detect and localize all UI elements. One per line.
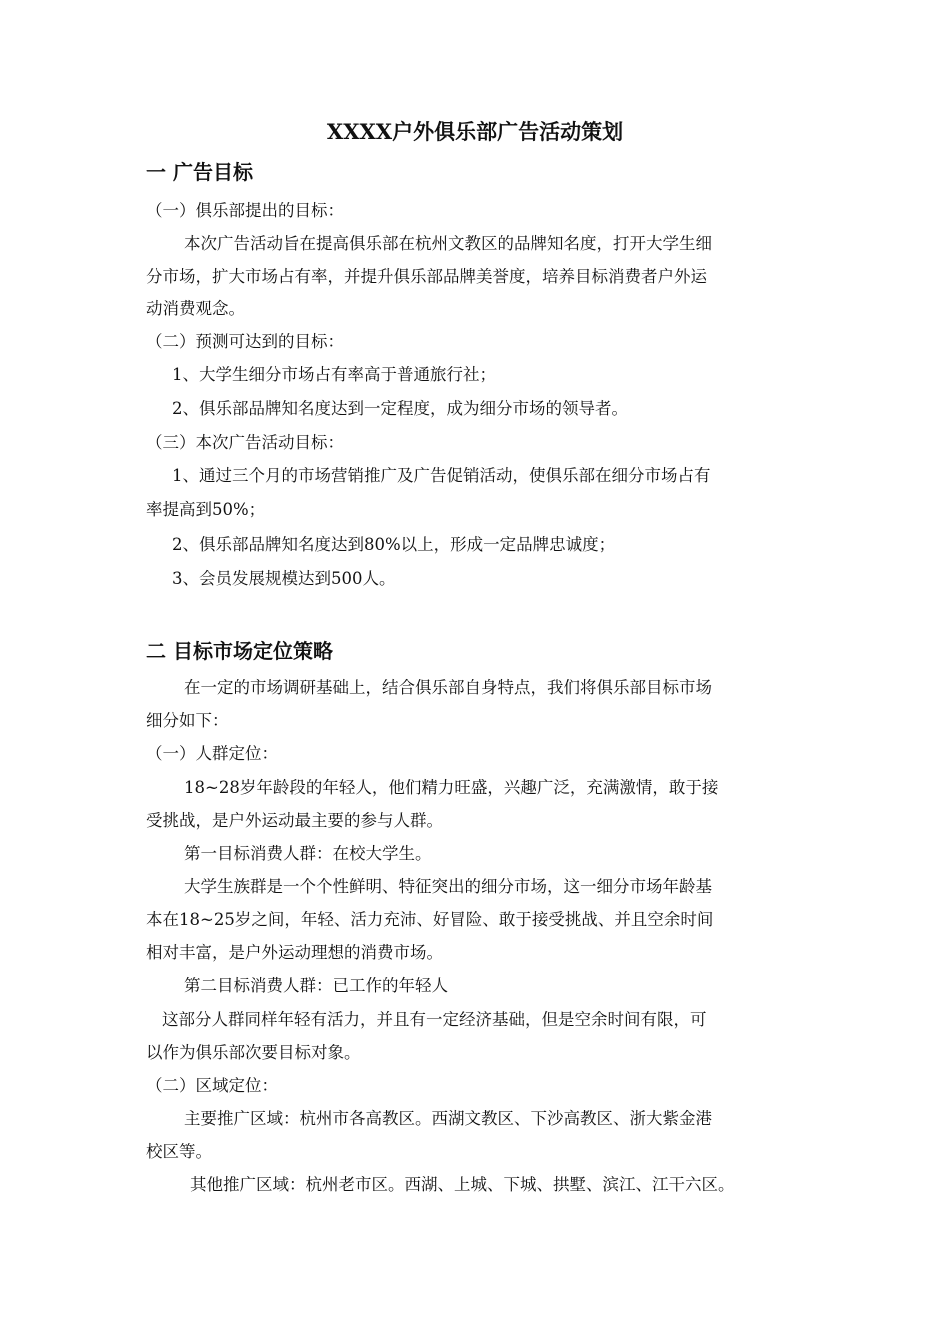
document-title: XXXX户外俱乐部广告活动策划 [326, 119, 624, 144]
paragraph-line: 18~28岁年龄段的年轻人，他们精力旺盛，兴趣广泛，充满激情，敢于接 [184, 778, 719, 797]
paragraph-line: （二）预测可达到的目标： [146, 332, 344, 351]
paragraph-line: 相对丰富，是户外运动理想的消费市场。 [146, 943, 443, 962]
paragraph-line: 本次广告活动旨在提高俱乐部在杭州文教区的品牌知名度，打开大学生细 [184, 234, 712, 253]
paragraph-line: 本在18~25岁之间，年轻、活力充沛、好冒险、敢于接受挑战、并且空余时间 [146, 910, 714, 929]
paragraph-line: 率提高到50%； [146, 500, 266, 519]
paragraph-line: 分市场，扩大市场占有率，并提升俱乐部品牌美誉度，培养目标消费者户外运 [146, 267, 707, 286]
paragraph-line: 动消费观念。 [146, 299, 245, 318]
paragraph-line: 受挑战，是户外运动最主要的参与人群。 [146, 811, 443, 830]
section-heading-ad-goals: 一 广告目标 [146, 160, 253, 184]
paragraph-line: 以作为俱乐部次要目标对象。 [146, 1043, 361, 1062]
paragraph-line: （三）本次广告活动目标： [146, 433, 344, 452]
paragraph-line: 1、大学生细分市场占有率高于普通旅行社； [172, 365, 496, 384]
paragraph-line: 3、会员发展规模达到500人。 [172, 569, 396, 588]
paragraph-line: （二）区域定位： [146, 1076, 278, 1095]
paragraph-line: 校区等。 [146, 1142, 212, 1161]
paragraph-line: 其他推广区域：杭州老市区。西湖、上城、下城、拱墅、滨江、江干六区。 [190, 1175, 735, 1194]
paragraph-line: 这部分人群同样年轻有活力，并且有一定经济基础，但是空余时间有限，可 [162, 1010, 707, 1029]
paragraph-line: 细分如下： [146, 711, 229, 730]
paragraph-line: 2、俱乐部品牌知名度达到80%以上，形成一定品牌忠诚度； [172, 535, 616, 554]
paragraph-line: 在一定的市场调研基础上，结合俱乐部自身特点，我们将俱乐部目标市场 [184, 678, 712, 697]
section-heading-market-positioning: 二 目标市场定位策略 [146, 639, 333, 663]
paragraph-line: （一）人群定位： [146, 744, 278, 763]
paragraph-line: （一）俱乐部提出的目标： [146, 201, 344, 220]
paragraph-line: 1、通过三个月的市场营销推广及广告促销活动，使俱乐部在细分市场占有 [172, 466, 711, 485]
paragraph-line: 大学生族群是一个个性鲜明、特征突出的细分市场，这一细分市场年龄基 [184, 877, 712, 896]
paragraph-line: 第二目标消费人群：已工作的年轻人 [184, 976, 448, 995]
paragraph-line: 第一目标消费人群：在校大学生。 [184, 844, 432, 863]
paragraph-line: 主要推广区域：杭州市各高教区。西湖文教区、下沙高教区、浙大紫金港 [184, 1109, 712, 1128]
paragraph-line: 2、俱乐部品牌知名度达到一定程度，成为细分市场的领导者。 [172, 399, 628, 418]
